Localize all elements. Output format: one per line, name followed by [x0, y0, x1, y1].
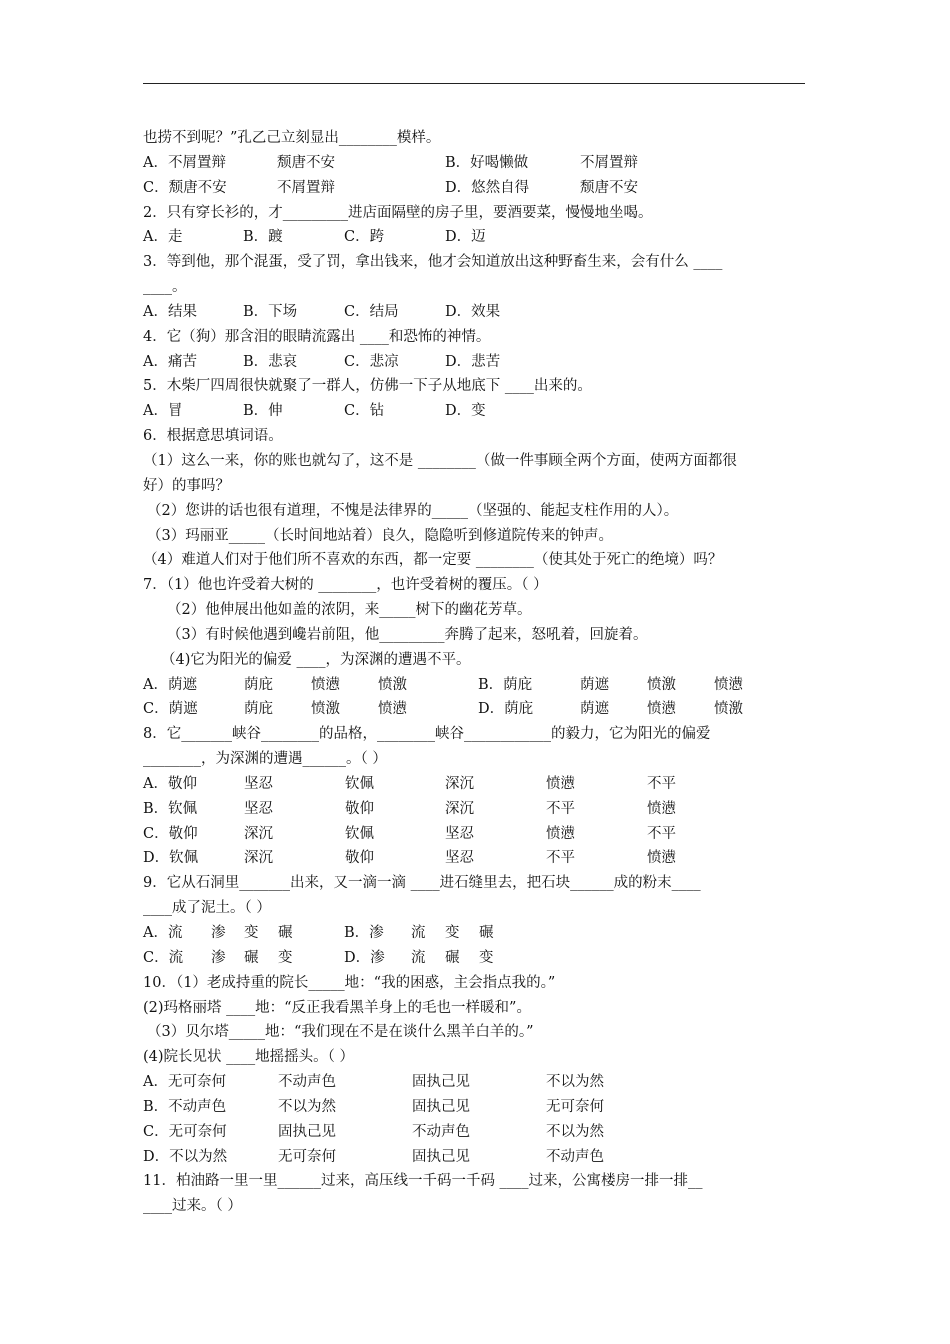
- q7-option-row: C．荫遮 荫庇 愤激 愤懑 D．荫庇 荫遮 愤懑 愤激: [143, 701, 743, 718]
- question-6-item-2: （2）您讲的话也很有道理，不愧是法律界的_____（坚强的、能起支柱作用的人）。: [147, 502, 679, 519]
- question-2: 2．只有穿长衫的，才_________进店面隔壁的房子里，要酒要菜，慢慢地坐喝。: [143, 204, 653, 221]
- question-10: 10．（1）老成持重的院长_____地：“我的困惑，主会指点我的。”: [143, 974, 556, 991]
- question-6-item-4: （4）难道人们对于他们所不喜欢的东西，都一定要 ________（使其处于死亡的绝境）吗？: [143, 552, 723, 569]
- question-6-item-1: （1）这么一来，你的账也就勾了，这不是 ________（做一件事顾全两个方面，使两方面都很: [143, 452, 737, 469]
- q10-option-row: A．无可奈何 不动声色 固执己见 不以为然: [143, 1074, 604, 1091]
- question-5: 5．木柴厂四周很快就聚了一群人，仿佛一下子从地底下 ____出来的。: [143, 378, 592, 395]
- q4-options: A．痛苦 B．悲哀 C．悲凉 D．悲苦: [143, 353, 501, 370]
- question-3: 3．等到他，那个混蛋，受了罚，拿出钱来，他才会知道放出这种野畜生来，会有什么 ____: [143, 254, 723, 271]
- question-6: 6．根据意思填词语。: [143, 428, 283, 445]
- question-8: 8．它_______峡谷________的品格，________峡谷____________的毅力，它为阳光的偏爱: [143, 726, 711, 743]
- header-rule: [143, 83, 805, 84]
- q8-option-row: B．钦佩 坚忍 敬仰 深沉 不平 愤懑: [143, 800, 676, 817]
- q1-stem-continuation: 也捞不到呢？”孔乙己立刻显出________模样。: [143, 130, 441, 146]
- question-7-item-3: （3）有时候他遇到巉岩前阻，他_________奔腾了起来，怒吼着，回旋着。: [167, 626, 648, 643]
- q5-options: A．冒 B．伸 C．钻 D．变: [143, 403, 486, 420]
- q10-option-row: C．无可奈何 固执己见 不动声色 不以为然: [143, 1123, 604, 1140]
- question-7-item-2: （2）他伸展出他如盖的浓阴，来_____树下的幽花芳草。: [167, 602, 532, 619]
- q8-option-row: C．敬仰 深沉 钦佩 坚忍 愤懑 不平: [143, 825, 676, 842]
- question-6-item-3: （3）玛丽亚_____（长时间地站着）良久，隐隐听到修道院传来的钟声。: [147, 527, 613, 544]
- question-10-item-4: (4)院长见状 ____地摇摇头。（ ）: [143, 1049, 355, 1066]
- q1-option-row: A．不屑置辩 颓唐不安 B．好喝懒做 不屑置辩: [143, 154, 638, 171]
- question-9-continuation: ____成了泥土。（ ）: [143, 900, 271, 917]
- q10-option-row: B．不动声色 不以为然 固执己见 无可奈何: [143, 1098, 604, 1115]
- q2-options: A．走 B．踱 C．跨 D．迈: [143, 229, 486, 246]
- question-4: 4．它（狗）那含泪的眼睛流露出 ____和恐怖的神情。: [143, 328, 491, 345]
- q10-option-row: D．不以为然 无可奈何 固执己见 不动声色: [143, 1148, 604, 1165]
- document-body: [143, 126, 811, 1219]
- q1-option-row: C．颓唐不安 不屑置辩 D．悠然自得 颓唐不安: [143, 179, 638, 196]
- question-3-continuation: ____。: [143, 279, 187, 296]
- question-10-item-3: （3）贝尔塔_____地：“我们现在不是在谈什么黑羊白羊的。”: [147, 1024, 534, 1041]
- q8-option-row: D．钦佩 深沉 敬仰 坚忍 不平 愤懑: [143, 850, 676, 867]
- question-10-item-2: (2)玛格丽塔 ____地：“反正我看黑羊身上的毛也一样暖和”。: [143, 999, 531, 1016]
- question-9: 9．它从石洞里_______出来，又一滴一滴 ____进石缝里去，把石块______成的粉末____: [143, 875, 701, 892]
- question-7-item-4: （4)它为阳光的偏爱 ____，为深渊的遭遇不平。: [161, 651, 471, 668]
- q3-options: A．结果 B．下场 C．结局 D．效果: [143, 303, 501, 320]
- q7-option-row: A．荫遮 荫庇 愤懑 愤激 B．荫庇 荫遮 愤激 愤懑: [143, 676, 743, 693]
- question-6-item-1-continuation: 好）的事吗？: [143, 477, 230, 494]
- question-7: 7．（1）他也许受着大树的 ________，也许受着树的覆压。（ ）: [143, 577, 548, 594]
- question-8-continuation: ________，为深渊的遭遇______。（ ）: [143, 751, 387, 768]
- q9-option-row: C．流 渗 碾 变 D．渗 流 碾 变: [143, 949, 494, 966]
- question-11: 11．柏油路一里一里______过来，高压线一千码一千码 ____过来，公寓楼房一排一排__: [143, 1173, 703, 1190]
- q9-option-row: A．流 渗 变 碾 B．渗 流 变 碾: [143, 925, 494, 941]
- question-11-continuation: ____过来。（ ）: [143, 1198, 242, 1215]
- q8-option-row: A．敬仰 坚忍 钦佩 深沉 愤懑 不平: [143, 775, 676, 792]
